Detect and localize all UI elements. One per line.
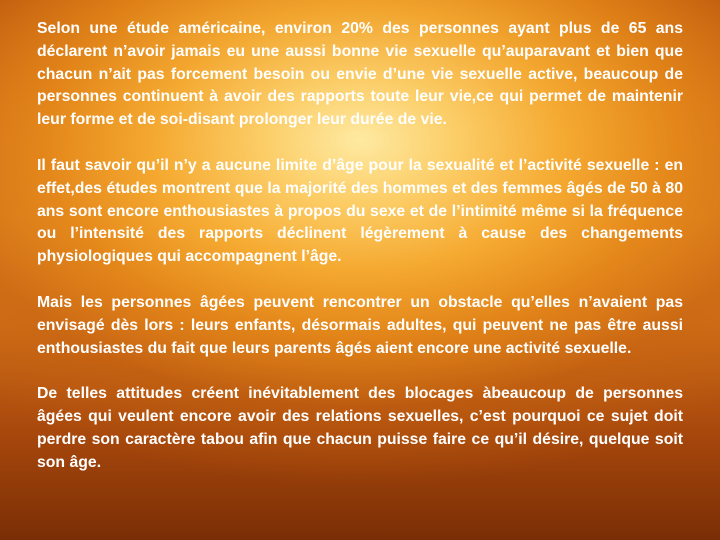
paragraph-3: Mais les personnes âgées peuvent rencontrer un obstacle qu’elles n’avaient pas envisagé dès lors : leurs enfants, désormais adultes, qui peuvent ne pas être aussi enthousiastes du fait que leurs parents âgés aient encore une activité sexuelle. [37, 293, 683, 357]
paragraph-1: Selon une étude américaine, environ 20% des personnes ayant plus de 65 ans déclarent n’avoir jamais eu une aussi bonne vie sexuelle qu’auparavant et bien que chacun n’ait pas forcement besoin ou envie d’une vie sexuelle active, beaucoup de personnes continuent à avoir des rapports toute leur vie,ce qui permet de maintenir leur forme et de soi-disant prolonger leur durée de vie. [37, 20, 683, 129]
paragraph-2: Il faut savoir qu’il n’y a aucune limite d’âge pour la sexualité et l’activité sexuelle : en effet,des études montrent que la majorité des hommes et des femmes âgés de 50 à 80 ans sont encore enthousiastes à propos du sexe et de l’intimité même si la fréquence ou l’intensité des rapports déclinent légèrement à cause des changements physiologiques qui accompagnent l’âge. [37, 156, 683, 266]
paragraph-4: De telles attitudes créent inévitablement des blocages àbeaucoup de personnes âgées qui veulent encore avoir des relations sexuelles, c’est pourquoi ce sujet doit perdre son caractère tabou afin que chacun puisse faire ce qu’il désire, quelque soit son âge. [37, 385, 683, 471]
text-block [37, 18, 683, 475]
